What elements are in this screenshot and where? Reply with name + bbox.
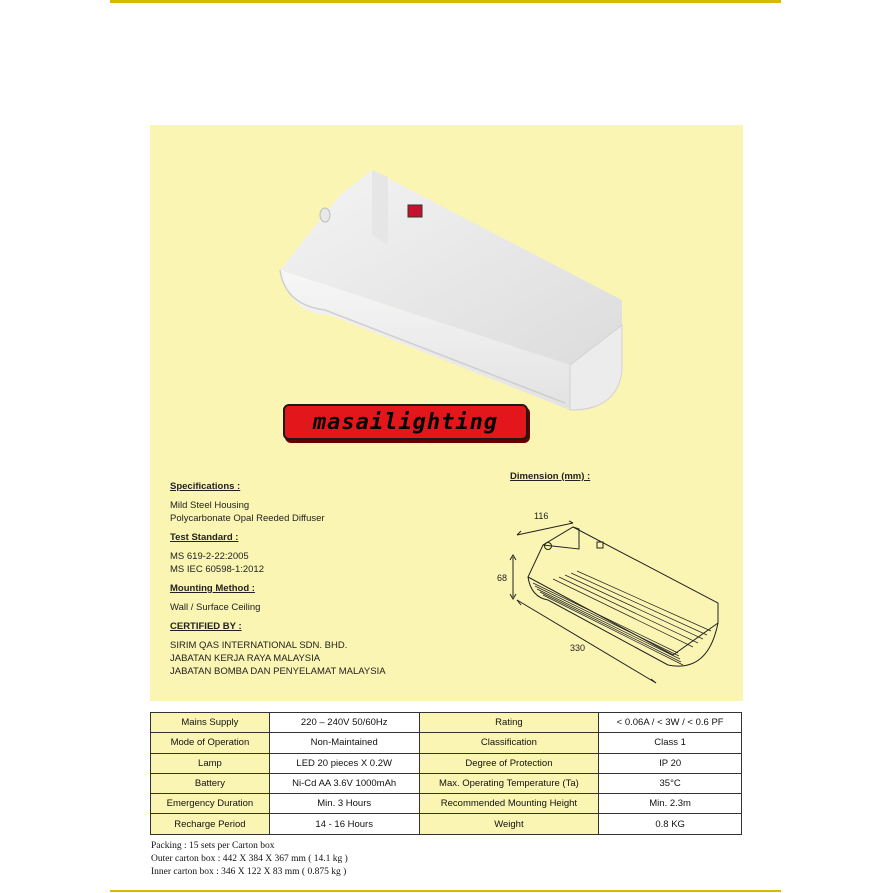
table-cell: Min. 3 Hours xyxy=(269,794,419,814)
test-line: MS IEC 60598-1:2012 xyxy=(170,564,265,575)
table-cell: 220 – 240V 50/60Hz xyxy=(269,713,419,733)
table-cell: < 0.06A / < 3W / < 0.6 PF xyxy=(599,713,742,733)
dimension-drawing xyxy=(493,505,728,690)
packing-line: Inner carton box : 346 X 122 X 83 mm ( 0.875 kg ) xyxy=(151,867,347,877)
table-cell: Lamp xyxy=(151,753,270,773)
dimension-length: 330 xyxy=(570,643,586,653)
table-row xyxy=(151,794,742,814)
test-standard-heading: Test Standard : xyxy=(170,532,239,543)
spec-line: Polycarbonate Opal Reeded Diffuser xyxy=(170,513,325,524)
table-cell: Recharge Period xyxy=(151,814,270,834)
table-cell: LED 20 pieces X 0.2W xyxy=(269,753,419,773)
brand-logo xyxy=(283,404,528,440)
top-rule xyxy=(110,0,781,3)
product-image xyxy=(270,165,630,415)
table-row xyxy=(151,713,742,733)
table-cell: Non-Maintained xyxy=(269,733,419,753)
table-row xyxy=(151,773,742,793)
spec-line: Mild Steel Housing xyxy=(170,500,250,511)
table-cell: Ni-Cd AA 3.6V 1000mAh xyxy=(269,773,419,793)
brand-name: masailighting xyxy=(312,409,499,435)
table-cell: Mains Supply xyxy=(151,713,270,733)
table-cell: 14 - 16 Hours xyxy=(269,814,419,834)
dimension-title: Dimension (mm) : xyxy=(510,471,591,482)
packing-line: Packing : 15 sets per Carton box xyxy=(151,841,275,851)
packing-line: Outer carton box : 442 X 384 X 367 mm ( 14.1 kg ) xyxy=(151,854,348,864)
table-row xyxy=(151,733,742,753)
mounting-line: Wall / Surface Ceiling xyxy=(170,602,261,613)
certified-line: JABATAN KERJA RAYA MALAYSIA xyxy=(170,653,321,664)
table-row xyxy=(151,753,742,773)
specifications-heading: Specifications : xyxy=(170,481,241,492)
specification-table xyxy=(150,712,742,835)
table-cell: Rating xyxy=(419,713,599,733)
table-cell: Mode of Operation xyxy=(151,733,270,753)
table-cell: 35°C xyxy=(599,773,742,793)
table-cell: Emergency Duration xyxy=(151,794,270,814)
certified-line: SIRIM QAS INTERNATIONAL SDN. BHD. xyxy=(170,640,348,651)
certified-heading: CERTIFIED BY : xyxy=(170,621,242,632)
certified-line: JABATAN BOMBA DAN PENYELAMAT MALAYSIA xyxy=(170,666,386,677)
table-cell: 0.8 KG xyxy=(599,814,742,834)
table-cell: Degree of Protection xyxy=(419,753,599,773)
table-cell: Min. 2.3m xyxy=(599,794,742,814)
table-cell: Classification xyxy=(419,733,599,753)
dimension-height: 68 xyxy=(497,573,508,583)
table-row xyxy=(151,814,742,834)
table-cell: Weight xyxy=(419,814,599,834)
packing-info xyxy=(151,840,348,879)
table-cell: Class 1 xyxy=(599,733,742,753)
table-cell: Recommended Mounting Height xyxy=(419,794,599,814)
mounting-heading: Mounting Method : xyxy=(170,583,255,594)
indicator-icon xyxy=(408,205,422,217)
bottom-rule xyxy=(110,890,781,892)
specifications-block xyxy=(170,480,490,678)
table-cell: IP 20 xyxy=(599,753,742,773)
test-line: MS 619-2-22:2005 xyxy=(170,551,249,562)
table-cell: Max. Operating Temperature (Ta) xyxy=(419,773,599,793)
dimension-width: 116 xyxy=(534,511,549,521)
table-cell: Battery xyxy=(151,773,270,793)
